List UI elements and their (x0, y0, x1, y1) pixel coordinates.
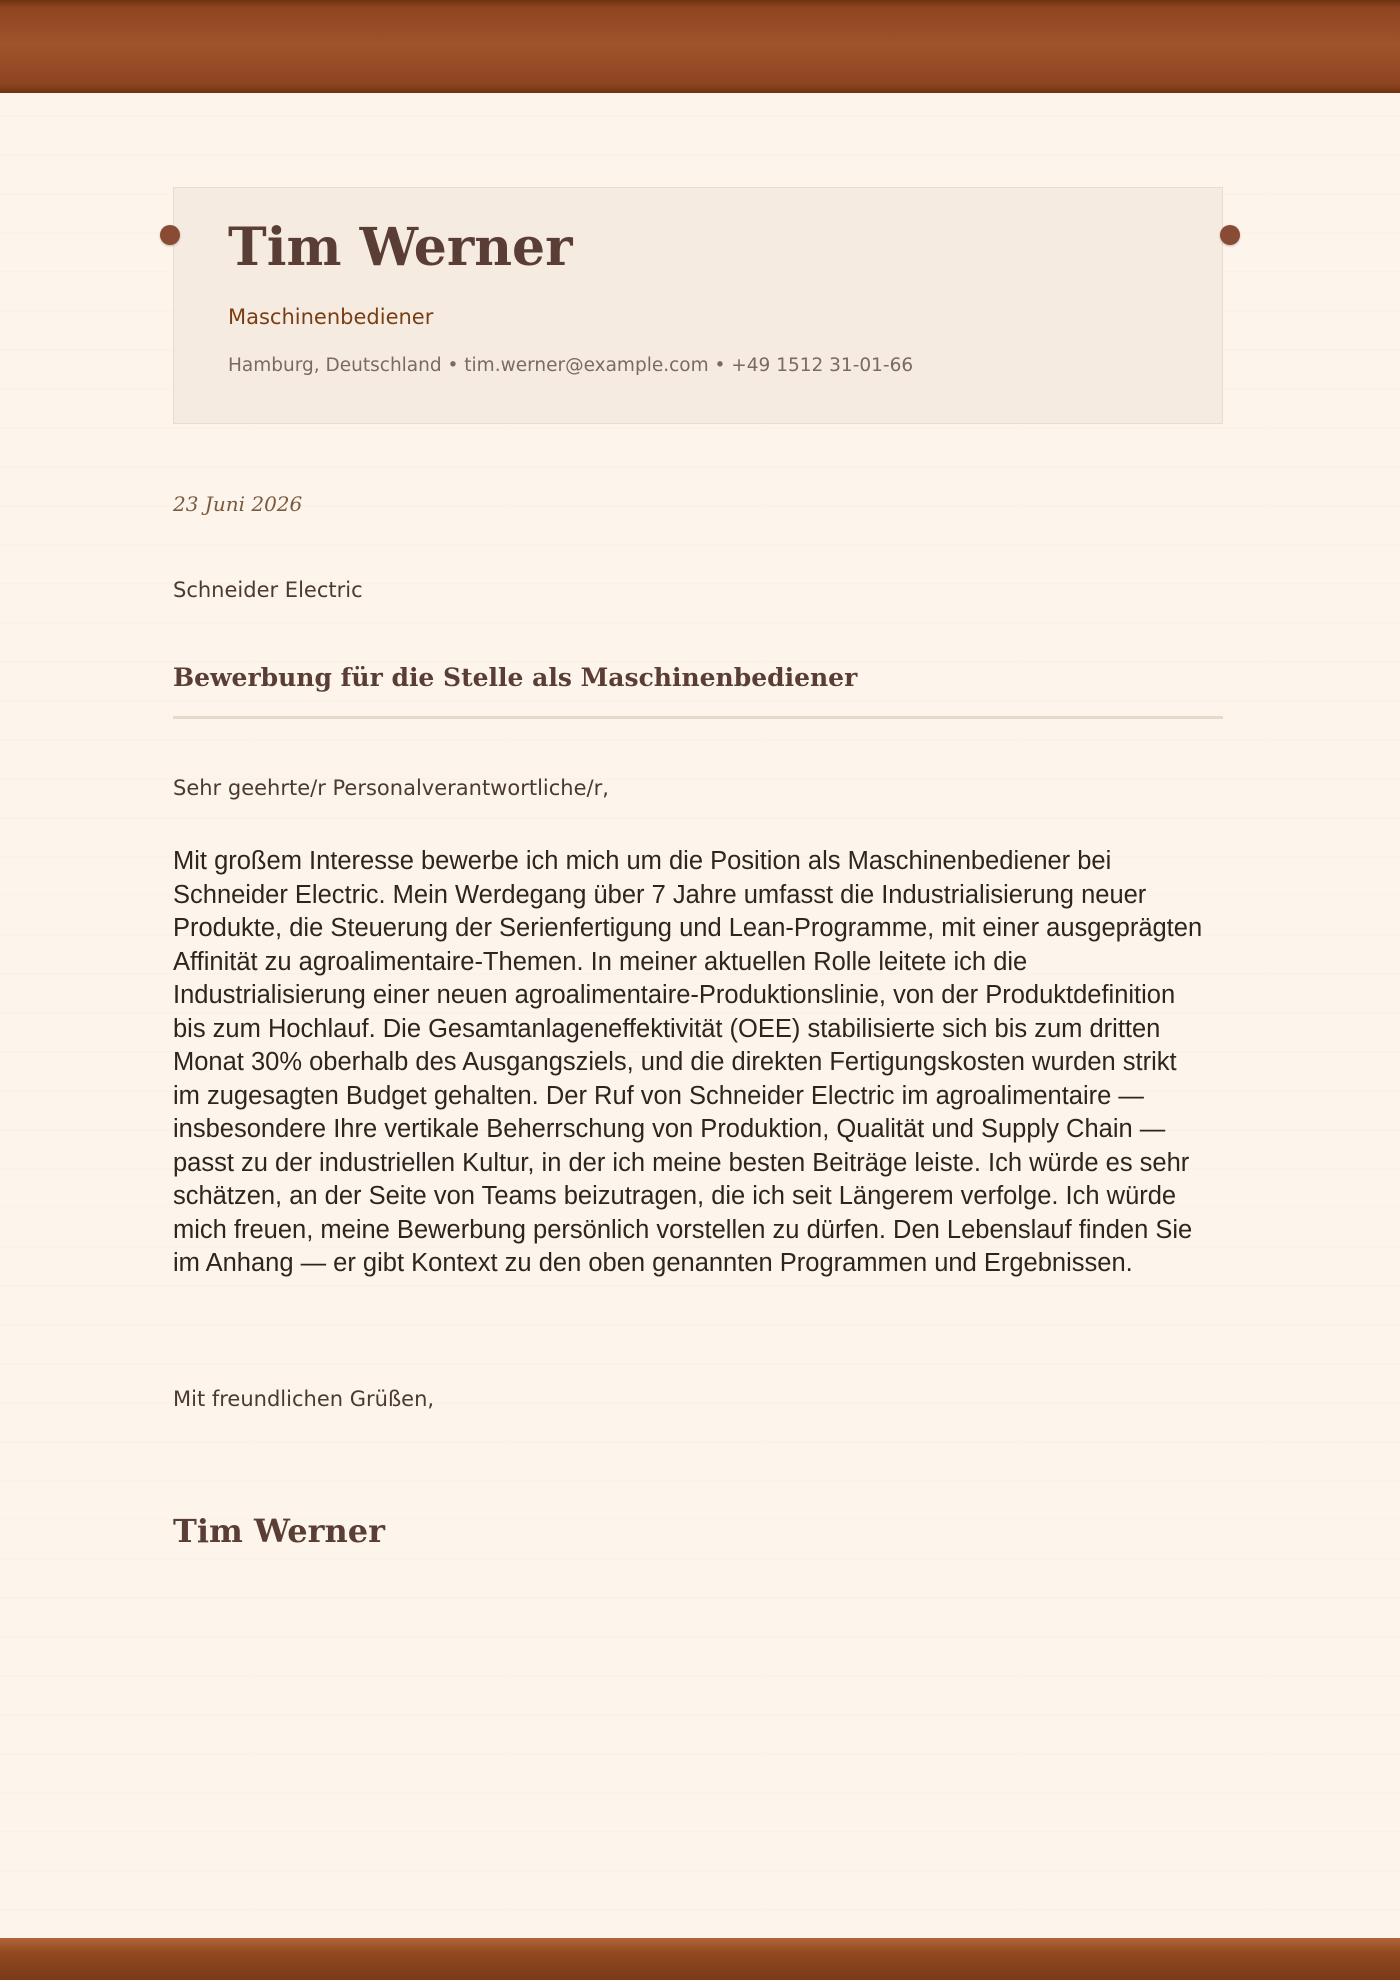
salutation: Sehr geehrte/r Personalverantwortliche/r, (173, 776, 609, 800)
letter-subject: Bewerbung für die Stelle als Maschinenbediener (173, 663, 858, 692)
letter-body: Mit großem Interesse bewerbe ich mich um die Position als Maschinenbediener bei Schneider Electric. Mein Werdegang über 7 Jahre umfasst die Industrialisierung neuer Produkte, die Steuerung der Serienfertigung und Lean-Programme, mit einer ausgeprägten Affinität zu agroalimentaire-Themen. In meiner aktuellen Rolle leitete ich die Industrialisierung einer neuen agroalimentaire-Produktionslinie, von der Produktdefinition bis zum Hochlauf. Die Gesamtanlageneffektivität (OEE) stabilisierte sich bis zum dritten Monat 30% oberhalb des Ausgangsziels, und die direkten Fertigungskosten wurden strikt im zugesagten Budget gehalten. Der Ruf von Schneider Electric im agroalimentaire — insbesondere Ihre vertikale Beherrschung von Produktion, Qualität und Supply Chain — passt zu der industriellen Kultur, in der ich meine besten Beiträge leiste. Ich würde es sehr schätzen, an der Seite von Teams beizutragen, die ich seit Längerem verfolge. Ich würde mich freuen, meine Bewerbung persönlich vorstellen zu dürfen. Den Lebenslauf finden Sie im Anhang — er gibt Kontext zu den oben genannten Programmen und Ergebnissen. (173, 847, 1203, 1277)
letter-date: 23 Juni 2026 (173, 492, 303, 516)
pin-left-icon (160, 225, 180, 245)
signature: Tim Werner (173, 1512, 385, 1550)
contact-info: Hamburg, Deutschland • tim.werner@example.com • +49 1512 31-01-66 (228, 355, 914, 376)
pin-right-icon (1220, 225, 1240, 245)
subject-divider (173, 716, 1223, 719)
applicant-role: Maschinenbediener (228, 305, 434, 329)
top-banner (0, 0, 1400, 93)
recipient-company: Schneider Electric (173, 578, 363, 602)
bottom-banner (0, 1938, 1400, 1980)
closing: Mit freundlichen Grüßen, (173, 1387, 435, 1411)
applicant-name: Tim Werner (228, 217, 573, 278)
